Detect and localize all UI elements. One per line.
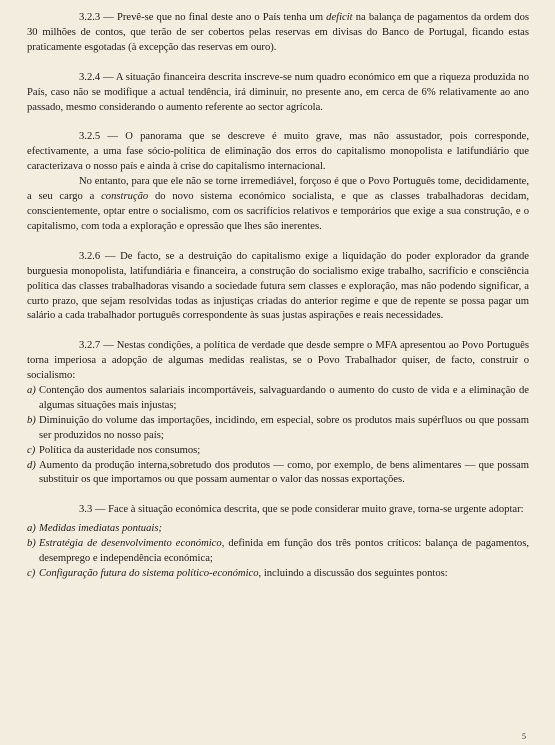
- list-item-text: , definida em função dos três pontos críticos: balança de pagamentos, desemprego e independência económica;: [39, 538, 529, 565]
- list-marker: a): [27, 523, 36, 535]
- list-marker: c): [27, 444, 36, 456]
- paragraph-3-3: 3.3 — Face à situação económica descrita, que se pode considerar muito grave, torna-se urgente adoptar:: [79, 504, 524, 516]
- paragraph-3-2-7: 3.2.7 — Nestas condições, a política de verdade que desde sempre o MFA apresentou ao Povo Português torna imperiosa a adopção de algumas medidas realistas, se o Povo Trabalhador quiser, de facto, construir o socialismo:: [27, 340, 529, 382]
- list-item-title: Configuração futura do sistema político-económico: [39, 568, 259, 579]
- paragraph-text: na balança de pagamentos da ordem dos 30 milhões de contos, que terão de ser cobertos pelas reservas em divisas do Banco de Portugal, ficando estas praticamente esgotadas (à excepção das reservas em ouro).: [27, 12, 529, 53]
- list-marker: d): [27, 459, 36, 471]
- list-marker: b): [27, 414, 36, 426]
- list-marker: c): [27, 568, 36, 579]
- paragraph-3-2-5: 3.2.5 — O panorama que se descreve é muito grave, mas não assustador, pois corresponde, efectivamente, a uma fase sócio-política de eliminação dos erros do capitalismo monopolista e latifundiário que caracterizava o nosso país e ainda à crise do capitalismo internacional.: [27, 131, 529, 173]
- list-item: [27, 459, 529, 489]
- paragraph-text: 3.2.3 — Prevê-se que no final deste ano o País tenha um: [79, 12, 327, 23]
- list-item-text: Contenção dos aumentos salariais incomportáveis, salvaguardando o aumento do custo de vida e a eliminação de algumas situações mais injustas;: [39, 385, 529, 411]
- adoption-list: [27, 522, 529, 582]
- list-marker: b): [27, 538, 36, 550]
- paragraph-3-2-3: [27, 11, 529, 56]
- list-item-text: Diminuição do volume das importações, incidindo, em especial, sobre os produtos mais supérfluos ou que possam ser produzidos no nosso país;: [39, 414, 529, 441]
- paragraph-3-2-6: 3.2.6 — De facto, se a destruição do capitalismo exige a liquidação do poder explorador da grande burguesia monopolista, latifundiária e financeira, a construção do socialismo exige trabalho, sacrifício e consciência política das classes trabalhadoras visando a sociedade futura sem classes e exploração, mas não podendo significar, a curto prazo, que sejam resolvidas todas as injustiças criadas do anterior regime e que de repente se possa pagar um salário a cada trabalhador português correspondente às suas justas aspirações e reais necessidades.: [27, 250, 529, 322]
- list-item-title: Estratégia de desenvolvimento económico: [39, 538, 222, 550]
- emphasis-deficit: deficit: [326, 12, 353, 23]
- list-item-text: Aumento da produção interna,sobretudo dos produtos — como, por exemplo, de bens alimentares — que possam substituir os que importamos ou que possam aumentar o valor das nossas exportações.: [39, 459, 529, 486]
- list-item-text: , incluindo a discussão dos seguintes pontos:: [258, 568, 448, 579]
- list-item: [27, 384, 529, 414]
- page-number: 5: [522, 732, 526, 741]
- paragraph-3-2-5-continued: [27, 175, 529, 235]
- spacer: [27, 488, 529, 503]
- list-item: [27, 522, 529, 537]
- list-item: [27, 567, 529, 582]
- list-item-text: Política da austeridade nos consumos;: [39, 444, 201, 456]
- paragraph-text: do novo sistema económico socialista, e que as classes trabalhadoras decidam, conscientemente, optar entre o socialismo, com os sacrifícios relativos e temporários que exige a sua construção, e o capitalismo, com toda a exploração e opressão que lhes são inerentes.: [27, 191, 529, 232]
- list-item-title: Medidas imediatas pontuais;: [39, 523, 162, 535]
- list-item: [27, 537, 529, 567]
- paragraph-3-2-4: 3.2.4 — A situação financeira descrita inscreve-se num quadro económico em que a riqueza produzida no País, caso não se modifique a actual tendência, irá diminuir, no presente ano, em cerca de 6% relativamente ao ano passado, mesmo considerando o aumento referente ao sector agrícola.: [27, 71, 529, 113]
- paragraph-text: No entanto, para que ele não se torne irremediável, forçoso é que o Povo Português tome, decididamente, a seu cargo a: [27, 176, 529, 203]
- measures-list: [27, 384, 529, 488]
- list-item: [27, 414, 529, 444]
- list-item: [27, 444, 529, 459]
- emphasis-construcao: construção: [101, 191, 149, 203]
- list-marker: a): [27, 385, 36, 397]
